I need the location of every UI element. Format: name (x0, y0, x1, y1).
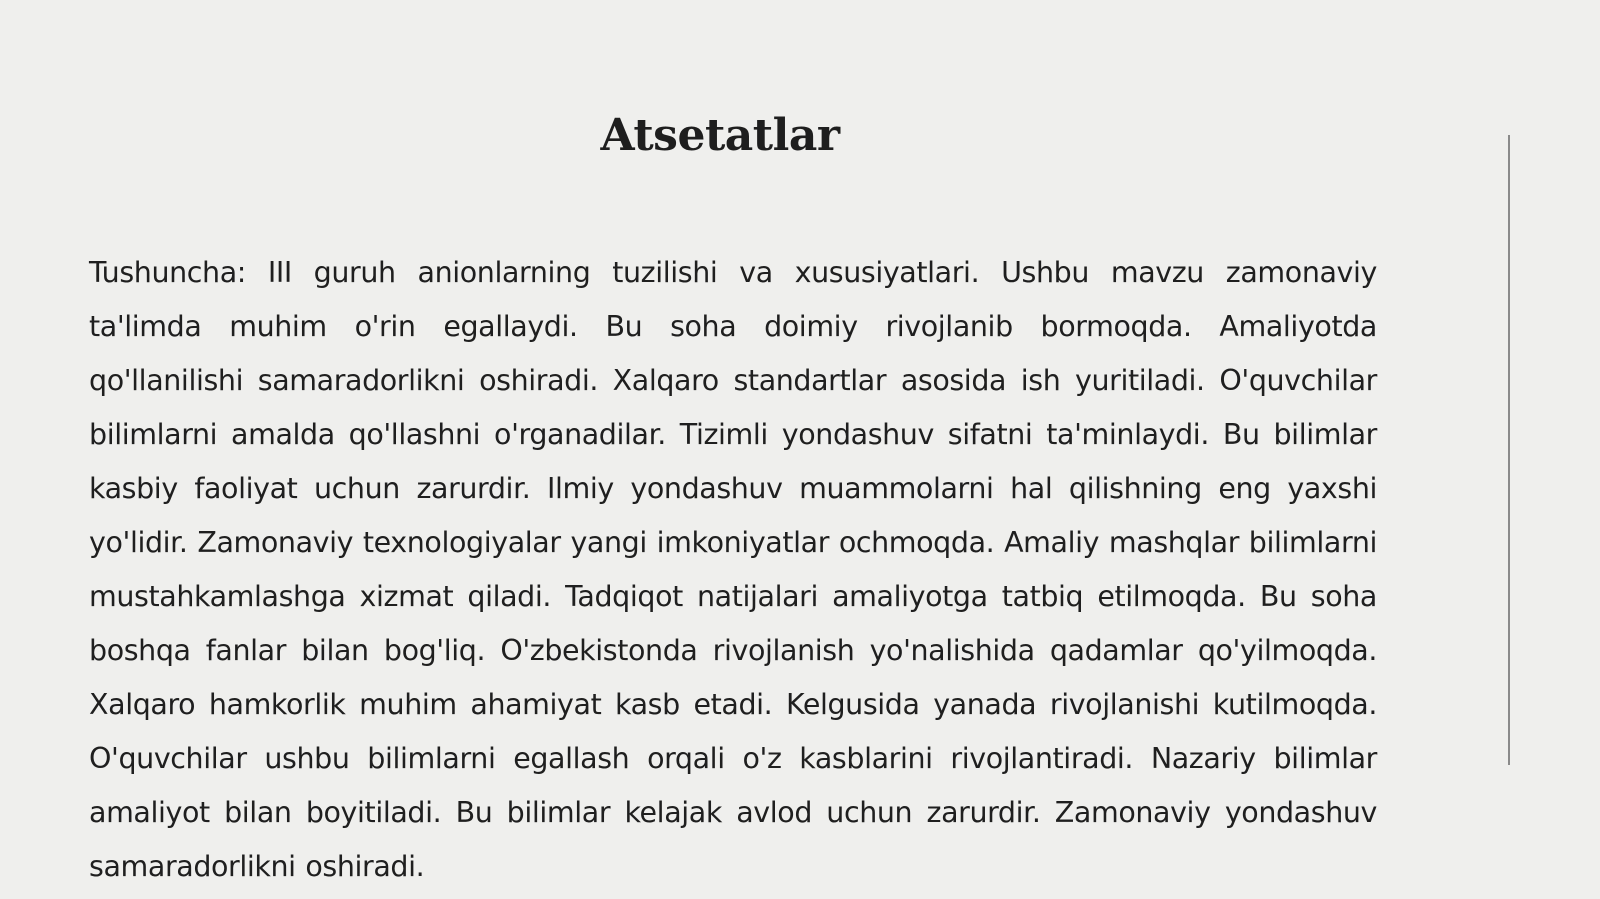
vertical-divider (1508, 135, 1510, 765)
slide-body-text: Tushuncha: III guruh anionlarning tuzilishi va xususiyatlari. Ushbu mavzu zamonaviy ta'limda muhim o'rin egallaydi. Bu soha doimiy rivojlanib bormoqda. Amaliyotda qo'llanilishi samaradorlikni oshiradi. Xalqaro standartlar asosida ish yuritiladi. O'quvchilar bilimlarni amalda qo'llashni o'rganadilar. Tizimli yondashuv sifatni ta'minlaydi. Bu bilimlar kasbiy faoliyat uchun zarurdir. Ilmiy yondashuv muammolarni hal qilishning eng yaxshi yo'lidir. Zamonaviy texnologiyalar yangi imkoniyatlar ochmoqda. Amaliy mashqlar bilimlarni mustahkamlashga xizmat qiladi. Tadqiqot natijalari amaliyotga tatbiq etilmoqda. Bu soha boshqa fanlar bilan bog'liq. O'zbekistonda rivojlanish yo'nalishida qadamlar qo'yilmoqda. Xalqaro hamkorlik muhim ahamiyat kasb etadi. Kelgusida yanada rivojlanishi kutilmoqda. O'quvchilar ushbu bilimlarni egallash orqali o'z kasblarini rivojlantiradi. Nazariy bilimlar amaliyot bilan boyitiladi. Bu bilimlar kelajak avlod uchun zarurdir. Zamonaviy yondashuv samaradorlikni oshiradi. (89, 256, 1377, 883)
slide-title: Atsetatlar (600, 110, 840, 161)
